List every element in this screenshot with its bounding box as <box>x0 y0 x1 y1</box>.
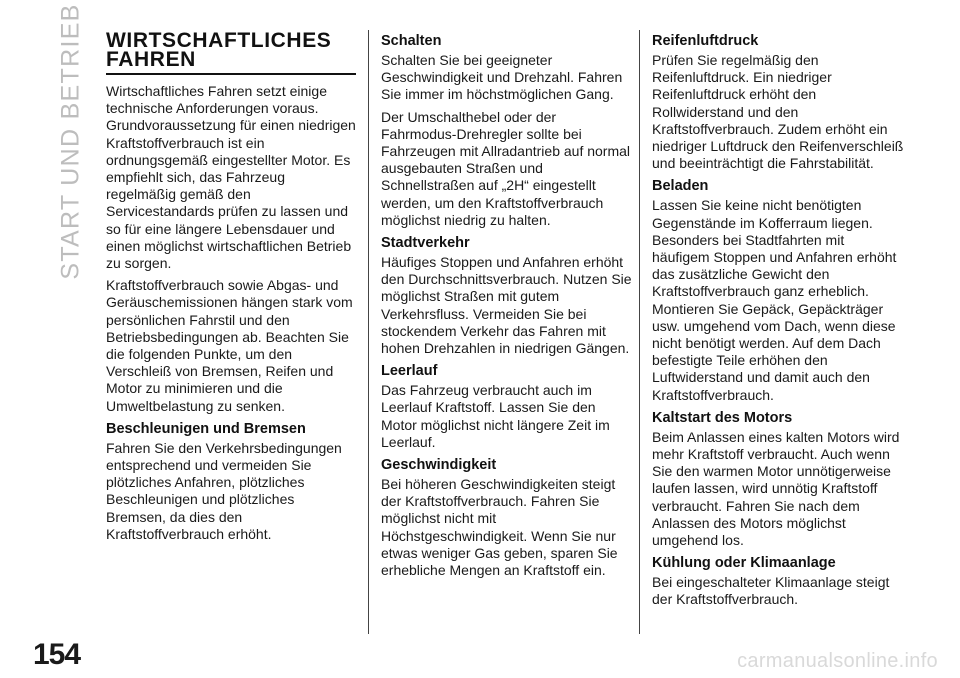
heading-beschleunigen: Beschleunigen und Bremsen <box>106 420 306 437</box>
heading-reifenluftdruck: Reifenluftdruck <box>652 33 759 49</box>
chapter-title: START UND BETRIEB <box>56 2 85 280</box>
section-title-line-1: WIRTSCHAFTLICHES <box>106 29 332 52</box>
heading-schalten: Schalten <box>381 33 442 49</box>
column-divider-1 <box>368 30 369 634</box>
paragraph-stadtverkehr: Häufiges Stoppen und Anfahren erhöht den Durchschnittsverbrauch. Nutzen Sie möglichst Straßen mit gutem Verkehrsfluss. Vermeiden Sie bei stockendem Verkehr das Fahren mit hohen Drehzahlen in niedrigen Gängen. <box>381 254 632 357</box>
paragraph-schalten-1: Schalten Sie bei geeigneter Geschwindigkeit und Drehzahl. Fahren Sie immer im höchstmöglichen Gang. <box>381 52 623 103</box>
watermark: carmanualsonline.info <box>737 650 938 672</box>
heading-leerlauf: Leerlauf <box>381 363 438 380</box>
column-divider-2 <box>639 30 640 634</box>
section-title <box>106 31 358 69</box>
column-2 <box>381 30 633 584</box>
intro-paragraph-1: Wirtschaftliches Fahren setzt einige technische Anforderungen voraus. Grundvoraussetzung für einen niedrigen Kraftstoffverbrauch ist ein ordnungsgemäß eingestellter Motor. Es empfiehlt sich, das Fahrzeug regelmäßig gemäß den Servicestandards prüfen zu lassen und so für eine längere Lebensdauer und einen möglichst wirtschaftlichen Betrieb zu sorgen. <box>106 83 356 272</box>
paragraph-beschleunigen: Fahren Sie den Verkehrsbedingungen entsprechend und vermeiden Sie plötzliches Anfahren, plötzliches Beschleunigen und plötzliches Bremsen, da dies den Kraftstoffverbrauch erhöht. <box>106 439 342 542</box>
heading-kaltstart: Kaltstart des Motors <box>652 409 793 426</box>
heading-beladen: Beladen <box>652 178 709 195</box>
intro-paragraph-2: Kraftstoffverbrauch sowie Abgas- und Geräuschemissionen hängen stark vom persönlichen Fahrstil und den Betriebsbedingungen ab. Beachten Sie die folgenden Punkte, um den Verschleiß von Bremsen, Reifen und Motor zu minimieren und die Umweltbelastung zu senken. <box>106 277 353 414</box>
chapter-side-tab <box>52 2 90 280</box>
column-1 <box>106 30 358 548</box>
paragraph-schalten-2: Der Umschalthebel oder der Fahrmodus-Drehregler sollte bei Fahrzeugen mit Allradantrieb auf normal ausgebauten Straßen und Schnellstraßen auf „2H“ eingestellt werden, um den Kraftstoffverbrauch möglichst niedrig zu halten. <box>381 108 631 228</box>
paragraph-leerlauf: Das Fahrzeug verbraucht auch im Leerlauf Kraftstoff. Lassen Sie den Motor möglichst nicht längere Zeit im Leerlauf. <box>381 382 610 450</box>
paragraph-kaltstart: Beim Anlassen eines kalten Motors wird mehr Kraftstoff verbraucht. Auch wenn Sie den warmen Motor unnötigerweise laufen lassen, wird unnötig Kraftstoff verbraucht. Fahren Sie nach dem Anlassen des Motors möglichst umgehend los. <box>652 428 900 549</box>
page-number: 154 <box>33 638 81 671</box>
heading-geschwindigkeit: Geschwindigkeit <box>381 457 497 474</box>
paragraph-beladen: Lassen Sie keine nicht benötigten Gegenstände im Kofferraum liegen. Besonders bei Stadtfahrten mit häufigem Stoppen und Anfahren erhöht das zusätzliche Gewicht den Kraftstoffverbrauch ganz erheblich. Montieren Sie Gepäck, Gepäckträger usw. umgehend vom Dach, wenn diese nicht benötigt werden. Auf dem Dach befestigte Teile erhöhen den Luftwiderstand und damit auch den Kraftstoffverbrauch. <box>652 197 897 403</box>
column-3 <box>652 30 904 614</box>
heading-kuehlung: Kühlung oder Klimaanlage <box>652 555 836 572</box>
paragraph-reifenluftdruck: Prüfen Sie regelmäßig den Reifenluftdruck. Ein niedriger Reifenluftdruck erhöht den Rollwiderstand und den Kraftstoffverbrauch. Zudem erhöht ein niedriger Luftdruck den Reifenverschleiß und beeinträchtigt die Fahrstabilität. <box>652 52 904 172</box>
heading-stadtverkehr: Stadtverkehr <box>381 235 470 252</box>
section-title-line-2: FAHREN <box>106 48 196 71</box>
paragraph-kuehlung: Bei eingeschalteter Klimaanlage steigt der Kraftstoffverbrauch. <box>652 574 890 608</box>
title-underline <box>106 73 356 75</box>
paragraph-geschwindigkeit: Bei höheren Geschwindigkeiten steigt der Kraftstoffverbrauch. Fahren Sie möglichst nicht mit Höchstgeschwindigkeit. Wenn Sie nur etwas weniger Gas geben, sparen Sie erhebliche Mengen an Kraftstoff ein. <box>381 476 618 579</box>
